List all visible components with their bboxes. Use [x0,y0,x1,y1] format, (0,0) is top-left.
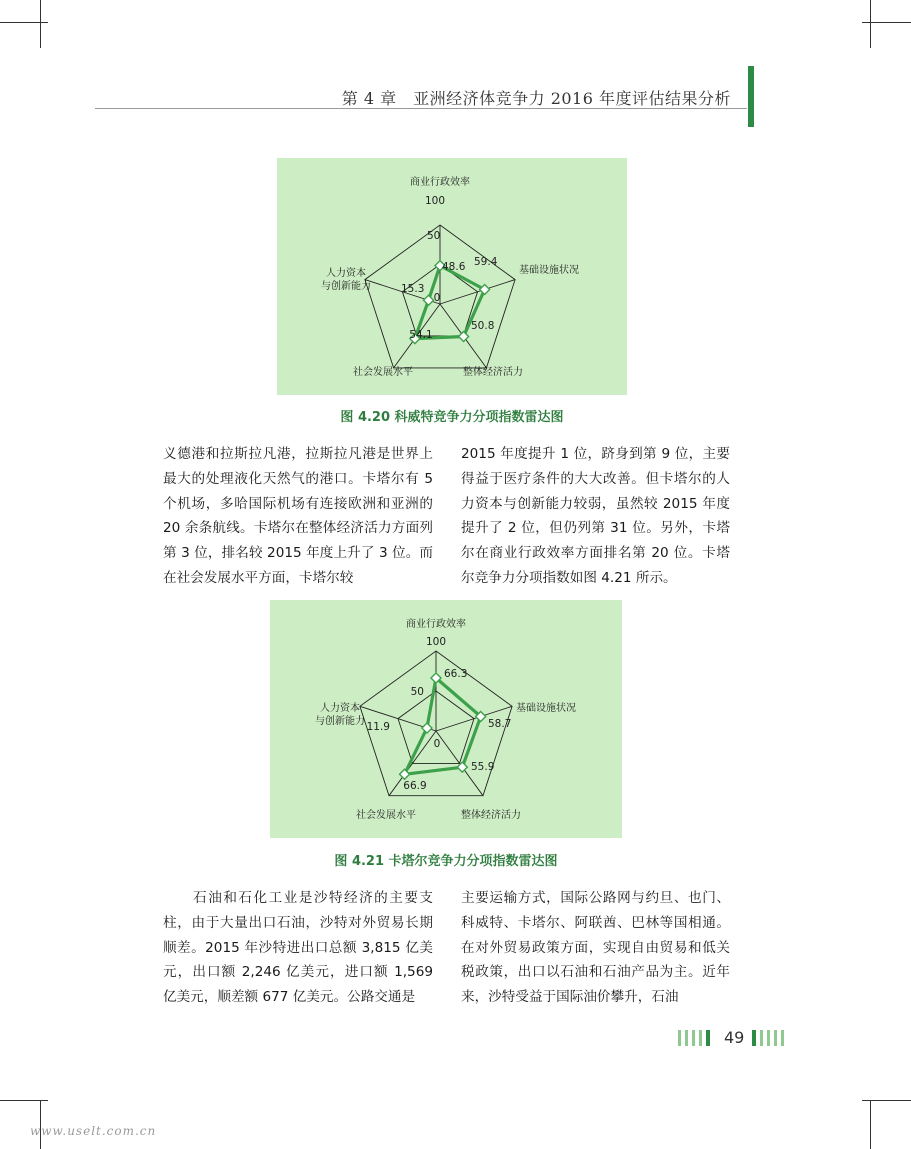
radar-axis-label: 基础设施状况 [519,265,579,276]
radar-svg-qatar [270,600,622,838]
radar-tick-label: 50 [427,230,441,242]
page-number: 49 [724,1028,745,1047]
radar-tick-label: 100 [424,195,446,207]
crop-mark [870,0,871,48]
radar-axis-label: 整体经济活力 [463,367,523,378]
radar-value-label: 50.8 [471,320,495,332]
footer-stripe [706,1030,710,1046]
watermark: www.uselt.com.cn [30,1124,157,1138]
radar-point [459,331,469,341]
radar-chart-qatar [270,600,622,838]
radar-tick-label: 50 [410,686,424,698]
radar-chart-kuwait [277,158,627,395]
radar-axis-label: 社会发展水平 [353,367,413,378]
radar-spoke [440,280,515,304]
footer-stripe [699,1030,702,1046]
footer-stripe [692,1030,695,1046]
crop-mark [40,0,41,48]
body-text-left-1 [163,442,433,591]
page-footer [670,1028,800,1050]
radar-axis-label: 人力资本 [326,268,366,279]
radar-value-label: 55.9 [471,761,495,773]
body-text-right-2 [461,886,730,1010]
paragraph: 义德港和拉斯拉凡港，拉斯拉凡港是世界上最大的处理液化天然气的港口。卡塔尔有 5 个机场，多哈国际机场有连接欧洲和亚洲的 20 余条航线。卡塔尔在整体经济活力方面列第 3 位，排名较 2015 年度上升了 3 位。而在社会发展水平方面，卡塔尔较 [163,446,433,586]
radar-axis-label: 整体经济活力 [461,810,521,821]
footer-stripe [678,1030,681,1046]
radar-point [424,295,434,305]
chapter-header: 第 4 章 亚洲经济体竞争力 2016 年度评估结果分析 [341,89,731,108]
figure-caption-4-21: 图 4.21 卡塔尔竞争力分项指数雷达图 [334,854,558,869]
footer-stripe [752,1030,756,1046]
radar-axis-label: 商业行政效率 [410,177,470,188]
paragraph: 石油和石化工业是沙特经济的主要支柱，由于大量出口石油，沙特对外贸易长期顺差。2015 年沙特进出口总额 3,815 亿美元，出口额 2,246 亿美元，进口额 1,569 亿美元，顺差额 677 亿美元。公路交通是 [163,890,433,1006]
radar-tick-label: 100 [425,636,447,648]
radar-value-label: 66.3 [444,668,468,680]
footer-stripe [685,1030,688,1046]
header-accent-bar [748,66,754,127]
radar-value-label: 58.7 [488,718,512,730]
radar-tick-label: 0 [433,738,441,750]
footer-stripe [767,1030,770,1046]
paragraph: 主要运输方式，国际公路网与约旦、也门、科威特、卡塔尔、阿联酋、巴林等国相通。在对外贸易政策方面，实现自由贸易和低关税政策，出口以石油和石油产品为主。近年来，沙特受益于国际油价攀升，石油 [461,890,730,1006]
crop-mark [870,1100,871,1149]
radar-value-label: 48.6 [442,261,466,273]
radar-value-label: 11.9 [366,721,390,733]
figure-caption-4-20: 图 4.20 科威特竞争力分项指数雷达图 [340,410,564,425]
radar-axis-label: 与创新能力 [315,716,365,727]
footer-stripe [760,1030,763,1046]
footer-stripe [774,1030,777,1046]
radar-tick-label: 0 [433,292,441,304]
radar-axis-label: 基础设施状况 [516,703,576,714]
paragraph: 2015 年度提升 1 位，跻身到第 9 位，主要得益于医疗条件的大大改善。但卡塔尔的人力资本与创新能力较弱，虽然较 2015 年度提升了 2 位，但仍列第 31 位。另外，卡塔尔在商业行政效率方面排名第 20 位。卡塔尔竞争力分项指数如图 4.21 所示。 [461,446,730,586]
body-text-right-1 [461,442,730,591]
header-rule [95,108,747,109]
radar-axis-label: 商业行政效率 [406,619,466,630]
radar-axis-label: 人力资本 [320,703,360,714]
radar-value-label: 59.4 [474,256,498,268]
footer-stripe [781,1030,784,1046]
radar-svg-kuwait [277,158,627,395]
radar-point [400,769,410,779]
radar-axis-label: 社会发展水平 [356,810,416,821]
radar-value-label: 54.1 [409,329,433,341]
radar-value-label: 66.9 [403,780,427,792]
radar-axis-label: 与创新能力 [321,281,371,292]
body-text-left-2 [163,886,433,1010]
radar-value-label: 15.3 [401,283,425,295]
